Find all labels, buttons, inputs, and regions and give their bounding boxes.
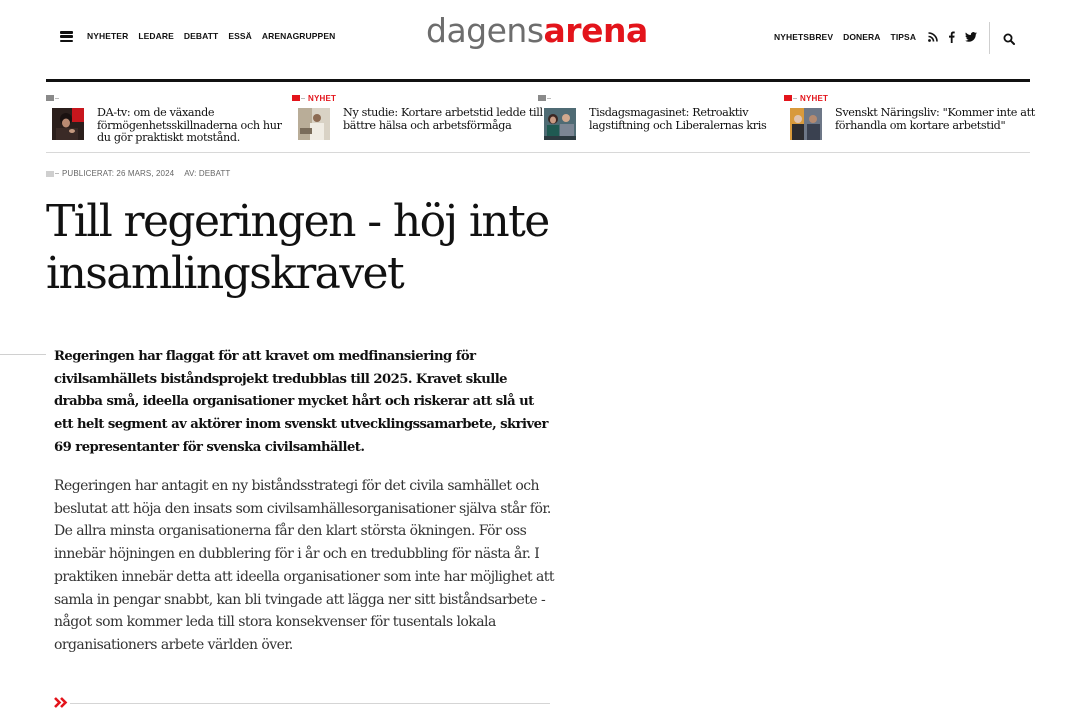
facebook-icon[interactable]: [948, 31, 955, 43]
nav-essa[interactable]: ESSÄ: [228, 31, 252, 41]
main-nav: [87, 31, 335, 41]
teaser-thumbnail: [52, 108, 84, 140]
teaser-item[interactable]: [292, 90, 543, 152]
article-author[interactable]: AV: DEBATT: [184, 169, 231, 178]
teaser-title: DA-tv: om de växande förmögenhetsskillnaderna och hur du gör praktiskt motstånd.: [97, 106, 282, 144]
meta-marker-icon: [46, 171, 54, 177]
header-rule: [46, 79, 1030, 82]
teaser-tag-label: NYHET: [308, 93, 337, 103]
teaser-item[interactable]: [46, 90, 286, 152]
teaser-tag: [538, 94, 551, 102]
teaser-tag: [784, 94, 828, 102]
teaser-strip: [46, 90, 1035, 152]
teaser-title: Ny studie: Kortare arbetstid ledde till bättre hälsa och arbetsförmåga: [343, 106, 543, 132]
article-lead: Regeringen har flaggat för att kravet om medfinansiering för civilsamhällets biståndsprojekt tredubblas till 2025. Kravet skulle drabba små, ideella organisationer mycket hårt och riskerar att slå ut ett helt segment av aktörer inom svenskt utvecklingssamarbete, skriver 69 representanter för svenska civilsamhället.: [54, 349, 548, 455]
double-chevron-right-icon[interactable]: [54, 697, 68, 708]
nav-tipsa[interactable]: TIPSA: [890, 32, 917, 42]
logo-part-arena: arena: [543, 11, 648, 50]
article-body: Regeringen har antagit en ny biståndsstrategi för det civila samhället och beslutat att höja den insats som civilsamhällesorganisationer själva står för. De allra minsta organisationerna får den klart största ökningen. För oss innebär höjningen en dubblering för i år och en tredubbling för nästa år. I praktiken innebär detta att ideella organisationer som inte har möjlighet att samla in pengar snabbt, kan bli tvingade att lägga ner sitt biståndsarbete - något som kommer leda till stora konsekvenser för tusentals lokala organisationers arbete världen över.: [54, 478, 554, 653]
article-headline: Till regeringen - höj inte insamlingskravet: [46, 196, 549, 299]
hamburger-menu-icon[interactable]: [60, 31, 73, 42]
teaser-tag: [46, 94, 59, 102]
article-divider: [70, 703, 550, 704]
header-divider: [989, 22, 990, 54]
teaser-item[interactable]: [784, 90, 1035, 152]
lead-accent-line: [0, 354, 46, 355]
publish-date: PUBLICERAT: 26 MARS, 2024: [62, 169, 175, 178]
nav-arenagruppen[interactable]: ARENAGRUPPEN: [261, 31, 336, 41]
nav-nyhetsbrev[interactable]: NYHETSBREV: [774, 32, 834, 42]
search-icon[interactable]: [1003, 32, 1015, 50]
teaser-thumbnail: [298, 108, 330, 140]
teaser-title: Svenskt Näringsliv: "Kommer inte att förhandla om kortare arbetstid": [835, 106, 1035, 132]
nav-debatt[interactable]: DEBATT: [183, 31, 219, 41]
logo-part-dagens: dagens: [426, 11, 544, 50]
rss-icon[interactable]: [928, 32, 938, 42]
twitter-icon[interactable]: [965, 32, 977, 42]
teaser-thumbnail: [790, 108, 822, 140]
teaser-item[interactable]: [538, 90, 778, 152]
article-meta: [46, 169, 230, 178]
nav-donera[interactable]: DONERA: [843, 32, 881, 42]
teaser-title: Tisdagsmagasinet: Retroaktiv lagstiftning och Liberalernas kris: [589, 106, 767, 132]
teaser-tag-label: NYHET: [800, 93, 829, 103]
teaser-tag: [292, 94, 336, 102]
site-header: [46, 0, 1030, 80]
nav-nyheter[interactable]: NYHETER: [87, 31, 129, 41]
secondary-nav: [774, 31, 977, 43]
social-links: [928, 31, 977, 43]
teaser-thumbnail: [544, 108, 576, 140]
teaser-divider: [46, 152, 1030, 153]
site-logo[interactable]: [426, 11, 648, 50]
nav-ledare[interactable]: LEDARE: [138, 31, 174, 41]
